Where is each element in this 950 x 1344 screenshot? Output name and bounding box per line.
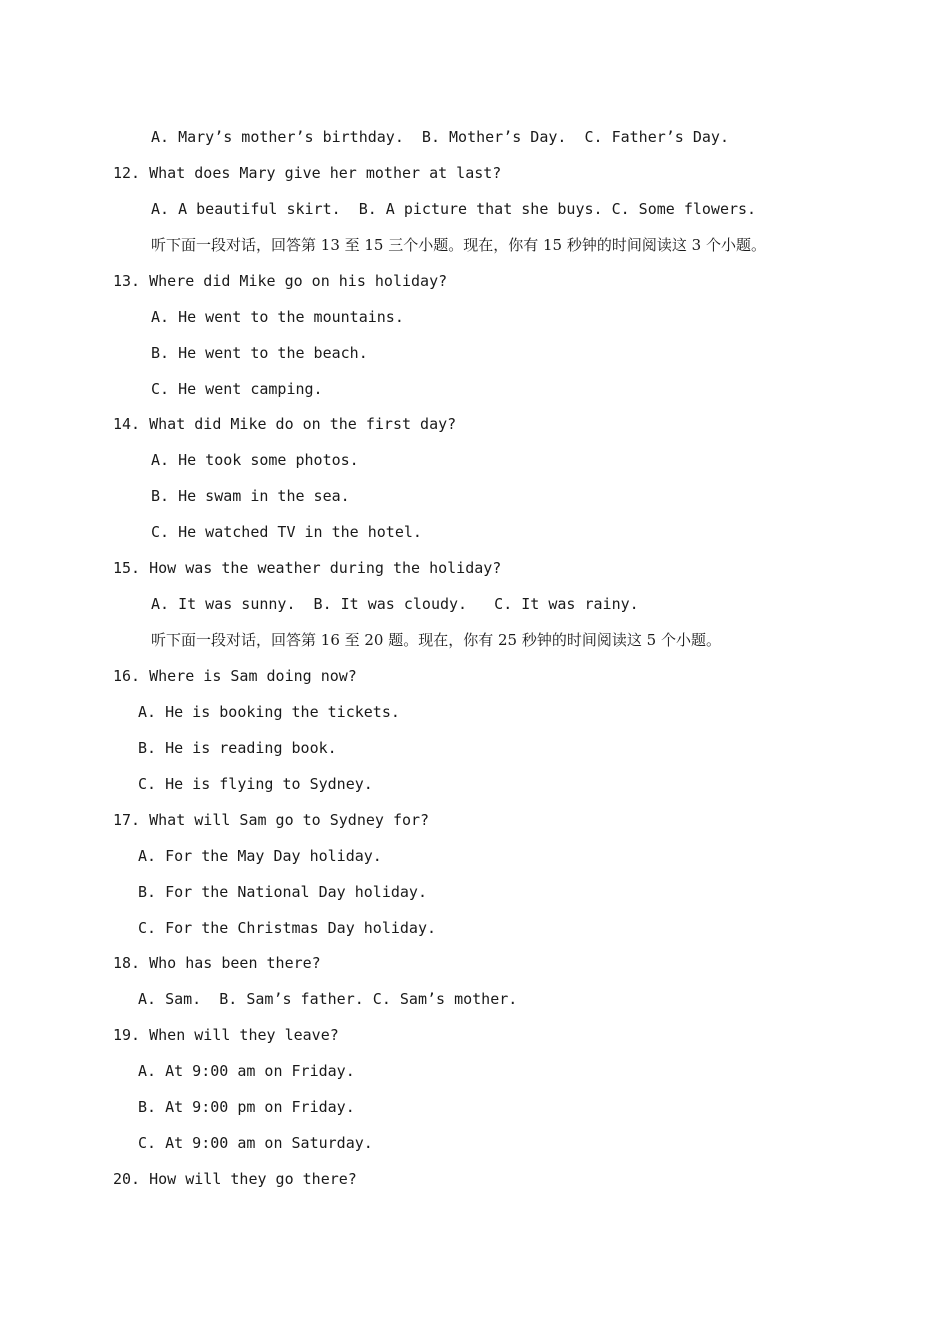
q19-option-a: A. At 9:00 am on Friday.	[138, 1062, 355, 1080]
q14-option-b: B. He swam in the sea.	[151, 487, 350, 505]
q14-option-c: C. He watched TV in the hotel.	[151, 523, 422, 541]
q17-option-c: C. For the Christmas Day holiday.	[138, 919, 437, 937]
q11-options: A. Mary’s mother’s birthday. B. Mother’s Day. C. Father’s Day.	[151, 128, 729, 146]
q14-question: 14. What did Mike do on the first day?	[113, 415, 457, 433]
q18-question: 18. Who has been there?	[113, 954, 321, 972]
q12-options: A. A beautiful skirt. B. A picture that she buys. C. Some flowers.	[151, 200, 757, 218]
q19-question: 19. When will they leave?	[113, 1026, 339, 1044]
q19-option-c: C. At 9:00 am on Saturday.	[138, 1134, 373, 1152]
q16-option-a: A. He is booking the tickets.	[138, 703, 400, 721]
q19-option-b: B. At 9:00 pm on Friday.	[138, 1098, 355, 1116]
section-instruction-16-20: 听下面一段对话，回答第 16 至 20 题。现在，你有 25 秒钟的时间阅读这 5 个小题。	[151, 631, 721, 649]
q17-option-b: B. For the National Day holiday.	[138, 883, 427, 901]
q15-question: 15. How was the weather during the holiday?	[113, 559, 502, 577]
q15-options: A. It was sunny. B. It was cloudy. C. It was rainy.	[151, 595, 639, 613]
q13-option-a: A. He went to the mountains.	[151, 308, 404, 326]
q13-question: 13. Where did Mike go on his holiday?	[113, 272, 448, 290]
q12-question: 12. What does Mary give her mother at last?	[113, 164, 502, 182]
q20-question: 20. How will they go there?	[113, 1170, 357, 1188]
q18-options: A. Sam. B. Sam’s father. C. Sam’s mother.	[138, 990, 518, 1008]
q14-option-a: A. He took some photos.	[151, 451, 359, 469]
q16-option-c: C. He is flying to Sydney.	[138, 775, 373, 793]
q13-option-c: C. He went camping.	[151, 380, 323, 398]
q16-question: 16. Where is Sam doing now?	[113, 667, 357, 685]
q16-option-b: B. He is reading book.	[138, 739, 337, 757]
q17-question: 17. What will Sam go to Sydney for?	[113, 811, 430, 829]
q13-option-b: B. He went to the beach.	[151, 344, 368, 362]
q17-option-a: A. For the May Day holiday.	[138, 847, 382, 865]
section-instruction-13-15: 听下面一段对话，回答第 13 至 15 三个小题。现在，你有 15 秒钟的时间阅读这 3 个小题。	[151, 236, 766, 254]
